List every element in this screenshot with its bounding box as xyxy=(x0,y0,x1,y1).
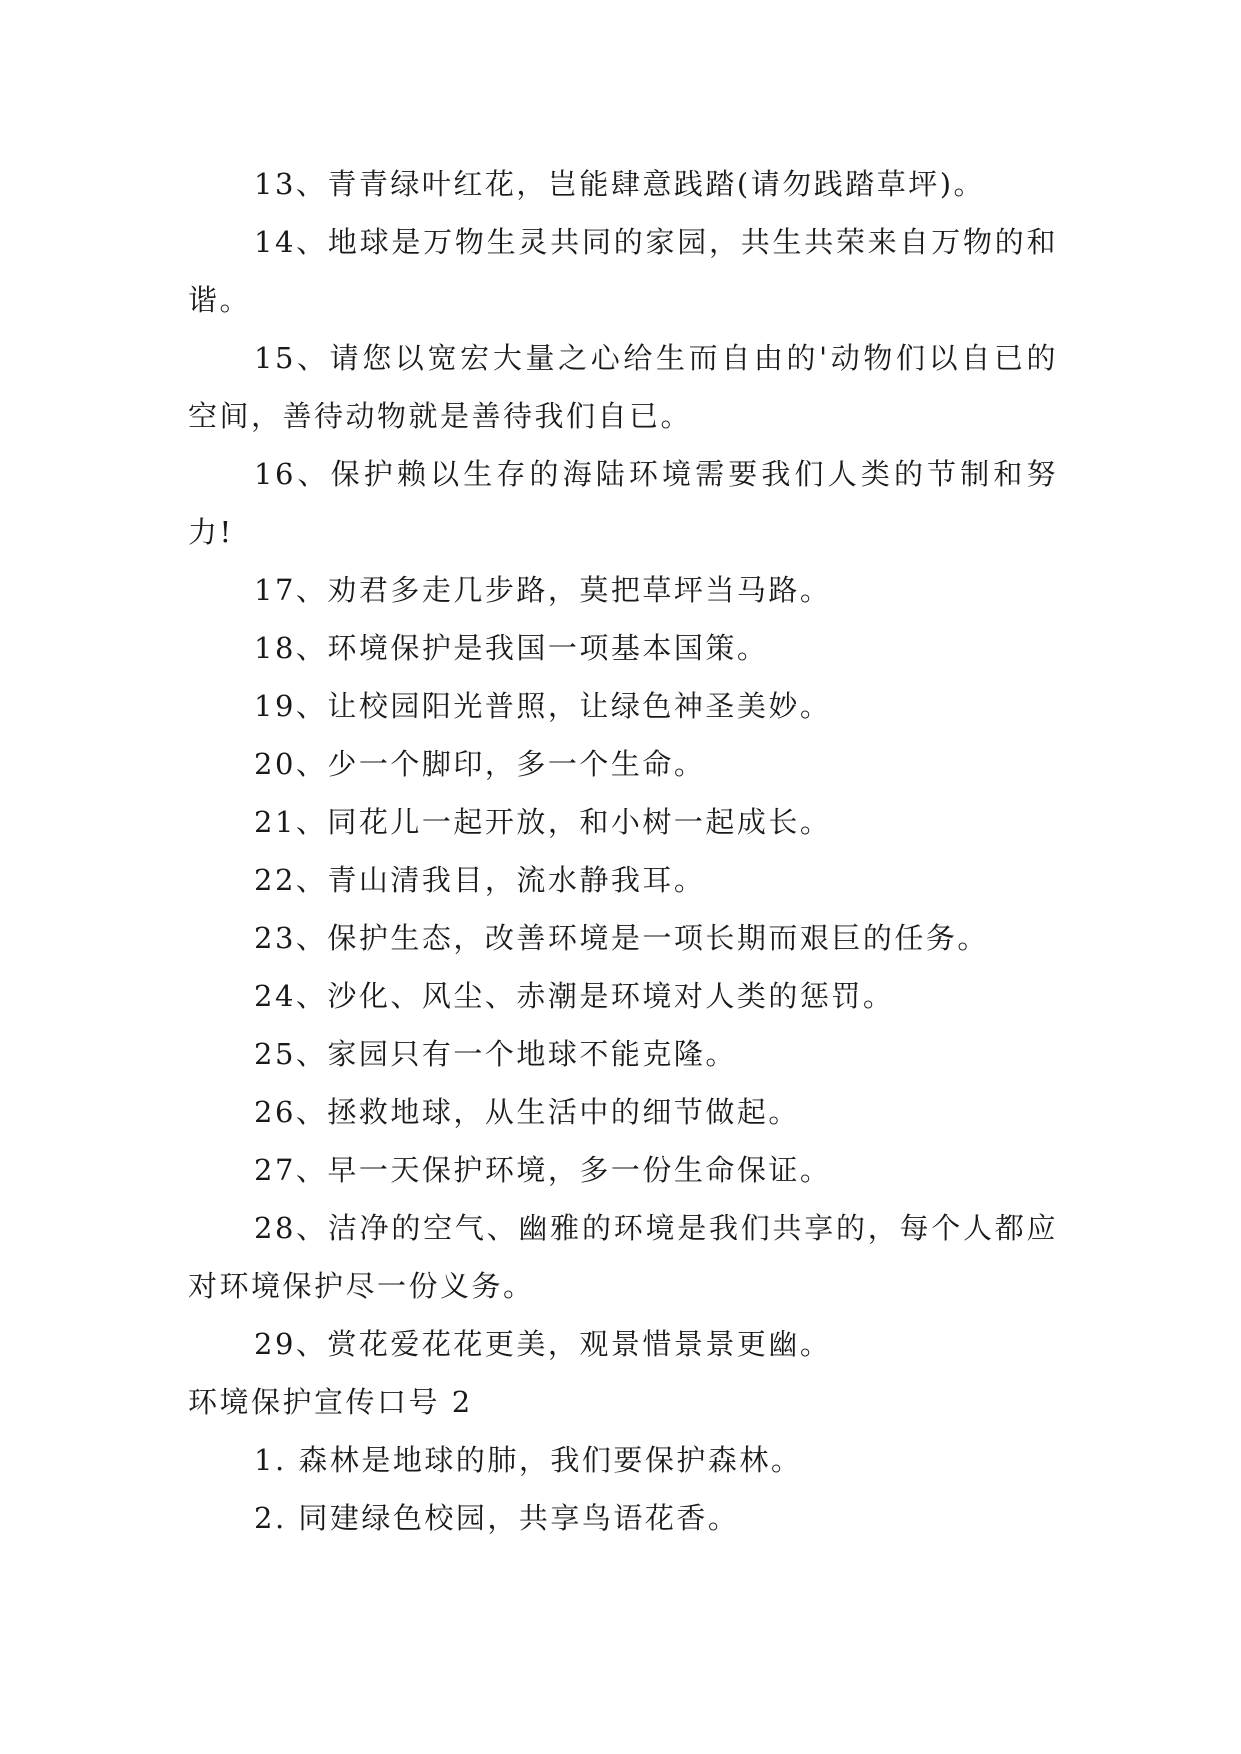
slogan-22: 22、青山清我目，流水静我耳。 xyxy=(254,863,706,897)
slogan-24: 24、沙化、风尘、赤潮是环境对人类的惩罚。 xyxy=(254,979,895,1013)
section-heading-2: 环境保护宣传口号 2 xyxy=(188,1385,473,1419)
slogan-13: 13、青青绿叶红花，岂能肆意践踏(请勿践踏草坪)。 xyxy=(254,167,986,201)
slogan-2-1: 1. 森林是地球的肺，我们要保护森林。 xyxy=(254,1443,803,1477)
slogan-23: 23、保护生态，改善环境是一项长期而艰巨的任务。 xyxy=(254,921,989,955)
slogan-17: 17、劝君多走几步路，莫把草坪当马路。 xyxy=(254,573,832,607)
slogan-25: 25、家园只有一个地球不能克隆。 xyxy=(254,1037,737,1071)
slogan-16: 16、保护赖以生存的海陆环境需要我们人类的节制和努力! xyxy=(188,457,1058,549)
slogan-19: 19、让校园阳光普照，让绿色神圣美妙。 xyxy=(254,689,832,723)
slogan-18: 18、环境保护是我国一项基本国策。 xyxy=(254,631,769,665)
document-body xyxy=(188,155,1058,1547)
slogan-14: 14、地球是万物生灵共同的家园，共生共荣来自万物的和谐。 xyxy=(188,225,1058,317)
slogan-21: 21、同花儿一起开放，和小树一起成长。 xyxy=(254,805,832,839)
slogan-15: 15、请您以宽宏大量之心给生而自由的'动物们以自已的空间，善待动物就是善待我们自已。 xyxy=(188,341,1058,433)
slogan-26: 26、拯救地球，从生活中的细节做起。 xyxy=(254,1095,800,1129)
slogan-28: 28、洁净的空气、幽雅的环境是我们共享的，每个人都应对环境保护尽一份义务。 xyxy=(188,1211,1058,1303)
slogan-2-2: 2. 同建绿色校园，共享鸟语花香。 xyxy=(254,1501,740,1535)
slogan-27: 27、早一天保护环境，多一份生命保证。 xyxy=(254,1153,832,1187)
slogan-29: 29、赏花爱花花更美，观景惜景景更幽。 xyxy=(254,1327,832,1361)
slogan-20: 20、少一个脚印，多一个生命。 xyxy=(254,747,706,781)
